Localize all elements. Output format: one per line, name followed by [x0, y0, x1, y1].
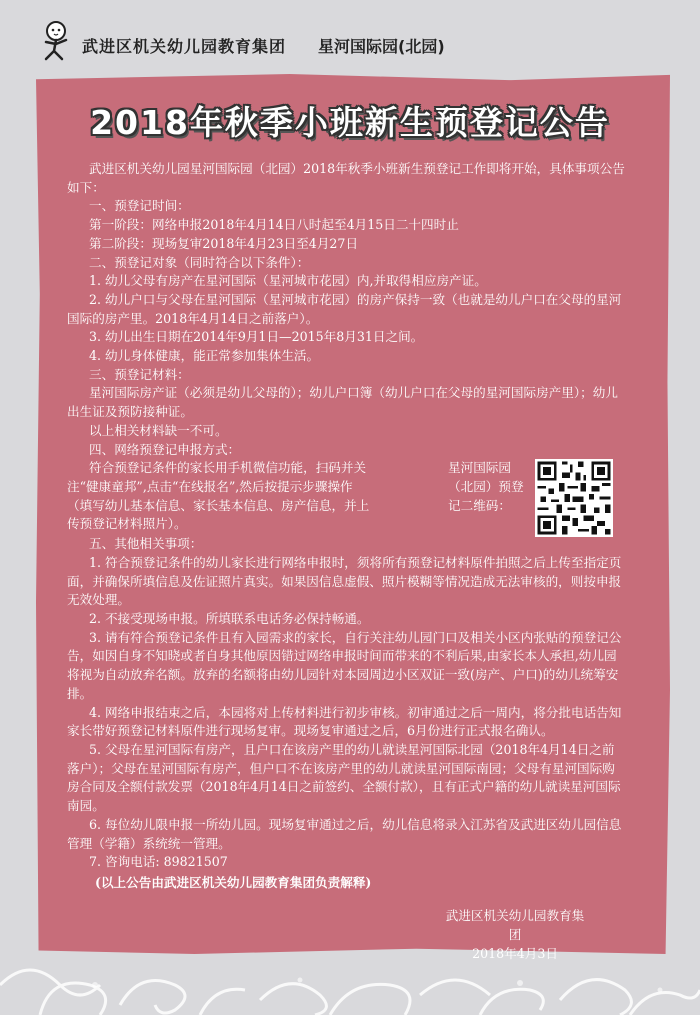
section-1-heading: 一、预登记时间： [89, 198, 190, 214]
intro-paragraph: 武进区机关幼儿园星河国际园（北园）2018年秋季小班新生预登记工作即将开始，具体事项公告如下： [67, 161, 625, 195]
section-3-materials: 星河国际房产证（必须是幼儿父母的）；幼儿户口簿（幼儿户口在父母的星河国际房产里）；幼儿出生证及预防接种证。 [67, 385, 618, 420]
swirl-decoration [0, 945, 700, 1015]
section-5-item-3: 3. 请有符合预登记条件且有入园需求的家长，自行关注幼儿园门口及相关小区内张贴的预登记公告，如因自身不知晓或者自身其他原因错过网络申报时间而带来的不利后果,由家长本人承担,幼儿园将视为自动放弃名额。放弃的名额将由幼儿园针对本园周边小区双证一致(房产、户口)的幼儿统筹安排。 [67, 629, 622, 701]
section-5-item-1: 1. 符合预登记条件的幼儿家长进行网络申报时，须将所有预登记材料原件拍照之后上传至指定页面，并确保所填信息及佐证照片真实。如果因信息虚假、照片模糊等情况造成无法审核的，则按申报无效处理。 [67, 554, 622, 608]
signature-date: 2018年4月3日 [472, 946, 558, 961]
org-name: 武进区机关幼儿园教育集团 [82, 37, 287, 56]
section-4-instructions: 符合预登记条件的家长用手机微信功能，扫码并关注“健康童邦”,点击“在线报名”,然后按提示步骤操作（填写幼儿基本信息、家长基本信息、房产信息，并上传预登记材料照片）。 [67, 460, 370, 532]
section-2-item-3: 3. 幼儿出生日期在2014年9月1日—2015年8月31日之间。 [89, 329, 424, 345]
section-5-item-4: 4. 网络申报结束之后，本园将对上传材料进行初步审核。初审通过之后一周内，将分批电话告知家长带好预登记材料原件进行现场复审。现场复审通过之后，6月份进行正式报名确认。 [67, 704, 622, 739]
kindergarten-logo [32, 18, 76, 62]
campus-name: 星河国际园(北园) [318, 37, 445, 56]
page-title: 2018年秋季小班新生预登记公告 [90, 103, 610, 142]
signature-org: 武进区机关幼儿园教育集团 [445, 908, 585, 942]
section-5-item-2: 2. 不接受现场申报。所填联系电话务必保持畅通。 [89, 611, 370, 627]
notice-body [67, 160, 627, 893]
header [0, 0, 700, 78]
section-5-item-6: 6. 每位幼儿限申报一所幼儿园。现场复审通过之后，幼儿信息将录入江苏省及武进区幼儿园信息管理（学籍）系统统一管理。 [67, 816, 622, 851]
section-2-item-2: 2. 幼儿户口与父母在星河国际（星河城市花园）的房产保持一致（也就是幼儿户口在父母的星河国际的房产里。2018年4月14日之前落户）。 [67, 291, 622, 326]
qr-code-image[interactable] [535, 459, 613, 537]
section-3-heading: 三、预登记材料： [89, 366, 190, 382]
qr-label: 星河国际园（北园）预登记二维码： [448, 460, 524, 513]
section-4-heading: 四、网络预登记申报方式： [89, 441, 241, 457]
section-2-item-4: 4. 幼儿身体健康，能正常参加集体生活。 [89, 348, 320, 364]
section-1-phase-1: 第一阶段：网络申报2018年4月14日八时起至4月15日二十四时止 [89, 217, 459, 233]
section-2-item-1: 1. 幼儿父母有房产在星河国际（星河城市花园）内,并取得相应房产证。 [89, 273, 487, 289]
section-3-note: 以上相关材料缺一不可。 [89, 422, 228, 438]
disclaimer-note: (以上公告由武进区机关幼儿园教育集团负责解释) [95, 874, 372, 890]
section-5-item-5: 5. 父母在星河国际有房产，且户口在该房产里的幼儿就读星河国际北园（2018年4月14日之前落户）；父母在星河国际有房产，但户口不在该房产里的幼儿就读星河国际南园；父母有星河国际购房合同及全额付款发票（2018年4月14日之前签约、全额付款），且有正式户籍的幼儿就读星河国际南园。 [67, 741, 621, 814]
section-1-phase-2: 第二阶段：现场复审2018年4月23日至4月27日 [89, 235, 359, 251]
section-2-heading: 二、预登记对象（同时符合以下条件）： [89, 254, 310, 270]
qr-section [67, 459, 627, 535]
section-5-heading: 五、其他相关事项： [89, 536, 203, 552]
section-5-item-7: 7. 咨询电话: 89821507 [89, 854, 228, 870]
